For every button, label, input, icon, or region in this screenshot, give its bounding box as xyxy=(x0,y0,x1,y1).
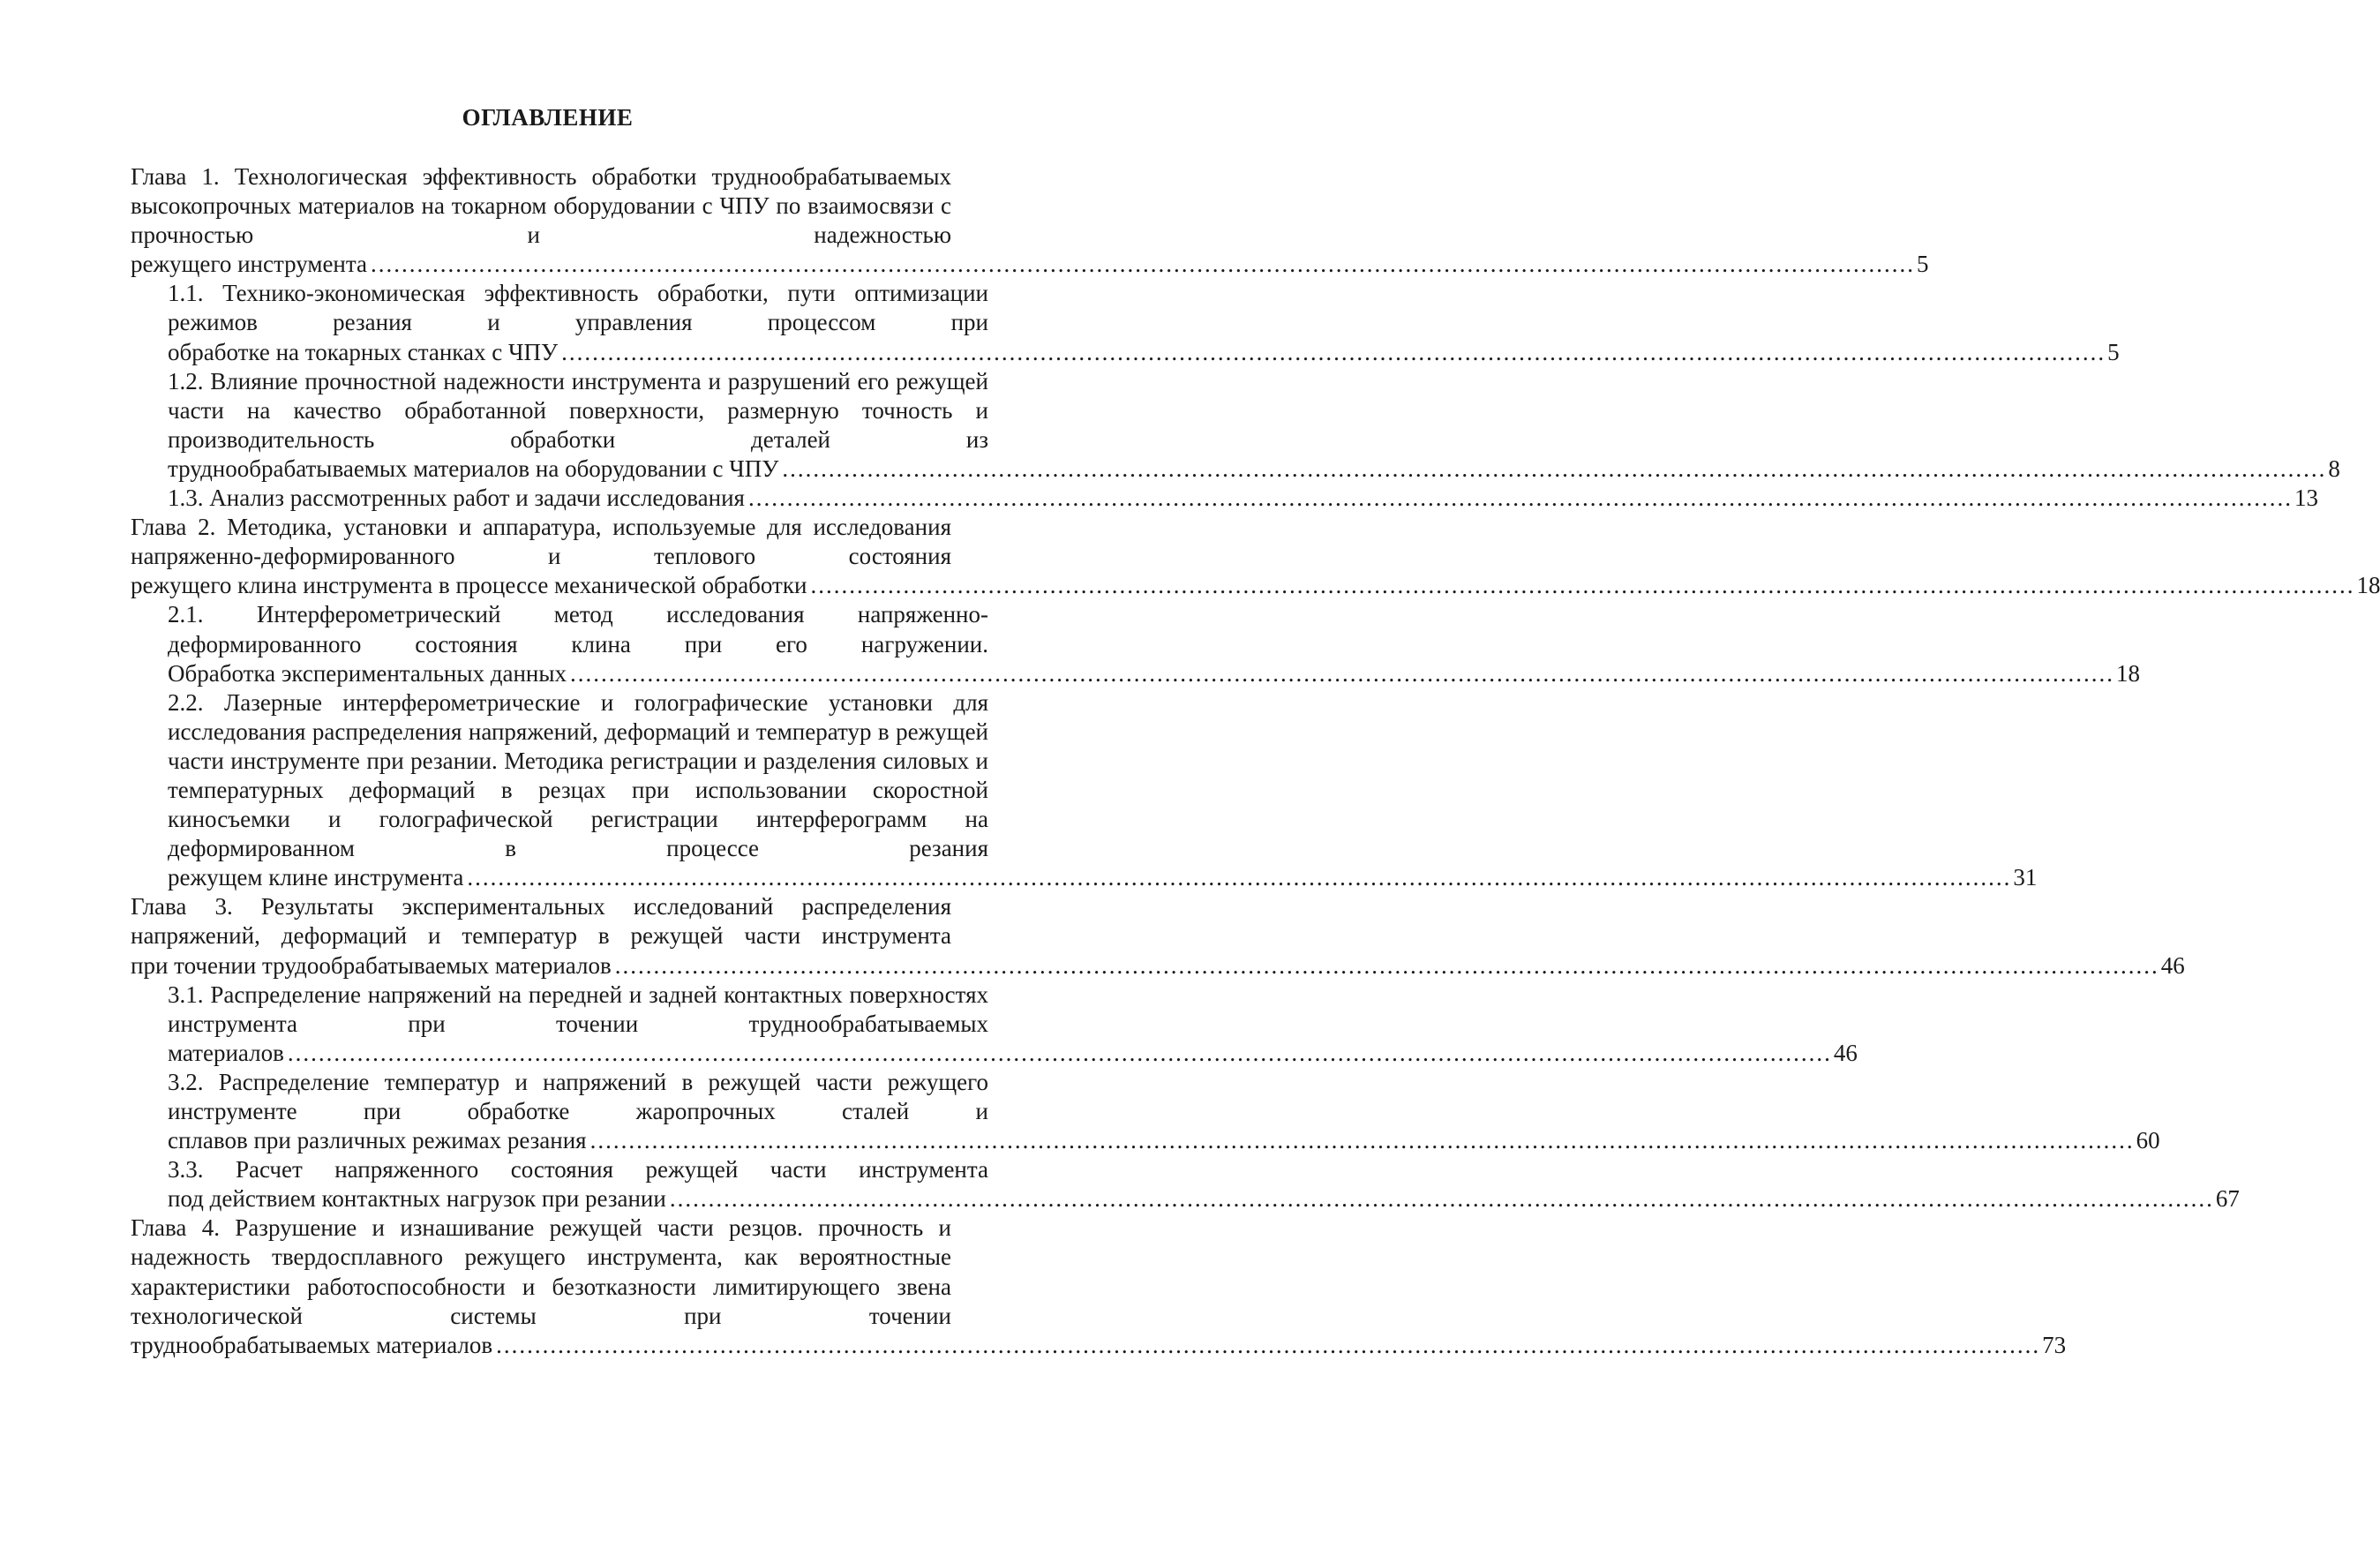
toc-entry-text: 3.2. Распределение температур и напряжений в режущей части режущего инструменте при обработке жаропрочных сталей и xyxy=(168,1068,988,1124)
toc-entry-last-line xyxy=(131,1331,2067,1360)
toc-entry-text-end: под действием контактных нагрузок при резании xyxy=(168,1185,666,1213)
dot-leader: ........................................................................................................................................................................................................ xyxy=(371,251,1915,278)
dot-leader: ........................................................................................................................................................................................................ xyxy=(810,572,2355,599)
toc-section-entry[interactable] xyxy=(131,367,2340,484)
toc-entry-last-line xyxy=(168,1126,2160,1155)
toc-chapter-entry[interactable] xyxy=(131,162,1929,279)
toc-entry-text: 1.1. Технико-экономическая эффективность обработки, пути оптимизации режимов резания и управления процессом при xyxy=(168,280,988,336)
toc-entry-text-end: при точении трудообрабатываемых материалов xyxy=(131,951,612,979)
toc-entry-text: Глава 2. Методика, установки и аппаратура, используемые для исследования напряженно-деформированного и теплового состояния xyxy=(131,514,951,570)
dot-leader: ........................................................................................................................................................................................................ xyxy=(614,951,2159,979)
toc-section-entry[interactable] xyxy=(131,279,2120,366)
toc-section-entry[interactable] xyxy=(131,484,2318,513)
toc-page-number: 46 xyxy=(2160,951,2185,979)
toc-section-entry[interactable] xyxy=(131,600,2140,688)
toc-entry-text-end: материалов xyxy=(168,1039,284,1066)
dot-leader: ........................................................................................................................................................................................................ xyxy=(589,1127,2135,1154)
toc-page-number: 13 xyxy=(2294,485,2318,512)
toc-entry-text: 1.2. Влияние прочностной надежности инструмента и разрушений его режущей части на качество обработанной поверхности, размерную точность и производительность обработки деталей из xyxy=(168,367,988,453)
toc-chapter-entry[interactable] xyxy=(131,513,2380,600)
toc-entry-text-end: труднообрабатываемых материалов xyxy=(131,1331,493,1358)
dot-leader: ........................................................................................................................................................................................................ xyxy=(669,1185,2214,1213)
toc-page-number: 5 xyxy=(1917,251,1929,278)
toc-entry-text-end: Обработка экспериментальных данных xyxy=(168,659,567,687)
toc-entry-text: 2.1. Интерферометрический метод исследования напряженно-деформированного состояния клина при его нагружении. xyxy=(168,601,988,658)
dot-leader: ........................................................................................................................................................................................................ xyxy=(467,864,2012,891)
dot-leader: ........................................................................................................................................................................................................ xyxy=(782,455,2327,482)
toc-entry-last-line xyxy=(168,659,2140,688)
toc-entry-text-end: обработке на токарных станках с ЧПУ xyxy=(168,338,559,365)
toc-entry-last-line xyxy=(131,951,2185,981)
toc-section-entry[interactable] xyxy=(131,1155,2240,1214)
dot-leader: ........................................................................................................................................................................................................ xyxy=(287,1039,1832,1066)
toc-entry-text: 3.3. Расчет напряженного состояния режущей части инструмента xyxy=(168,1156,988,1184)
toc-entry-text-end: режущего инструмента xyxy=(131,251,367,278)
toc-page-number: 46 xyxy=(1833,1039,1858,1066)
toc-section-entry[interactable] xyxy=(131,1068,2160,1155)
toc-page-number: 31 xyxy=(2013,864,2038,891)
toc-section-entry[interactable] xyxy=(131,981,1858,1068)
toc-entry-text: Глава 4. Разрушение и изнашивание режущей части резцов. прочность и надежность твердосплавного режущего инструмента, как вероятностные характеристики работоспособности и безотказности лимитирующего звена технологической системы при точении xyxy=(131,1214,951,1329)
toc-entry-last-line xyxy=(168,1039,1858,1068)
toc-entry-text-end: режущего клина инструмента в процессе механической обработки xyxy=(131,572,807,599)
toc-entry-text: Глава 1. Технологическая эффективность обработки труднообрабатываемых высокопрочных материалов на токарном оборудовании с ЧПУ по взаимосвязи с прочностью и надежностью xyxy=(131,163,951,249)
toc-page-number: 60 xyxy=(2136,1127,2160,1154)
toc-entry-last-line xyxy=(131,571,2380,600)
toc-section-entry[interactable] xyxy=(131,688,2038,893)
toc-chapter-entry[interactable] xyxy=(131,892,2185,980)
toc-entry-text: 2.2. Лазерные интерферометрические и голографические установки для исследования распределения напряжений, деформаций и температур в режущей части инструменте при резании. Методика регистрации и разделения силовых и температурных деформаций в резцах при использовании скоростной киносъемки и голографической регистрации интерферограмм на деформированном в процессе резания xyxy=(168,688,988,862)
table-of-contents xyxy=(131,162,2380,1360)
dot-leader: ........................................................................................................................................................................................................ xyxy=(747,485,2293,512)
toc-entry-last-line xyxy=(131,250,1929,279)
toc-entry-text: Глава 3. Результаты экспериментальных исследований распределения напряжений, деформаций и температур в режущей части инструмента xyxy=(131,893,951,950)
toc-page-number: 18 xyxy=(2356,572,2380,599)
toc-page-number: 5 xyxy=(2107,338,2120,365)
toc-title: ОГЛАВЛЕНИЕ xyxy=(462,104,634,131)
toc-entry-last-line xyxy=(168,1184,2240,1214)
toc-entry-text-end: 1.3. Анализ рассмотренных работ и задачи исследования xyxy=(168,485,745,512)
dot-leader: ........................................................................................................................................................................................................ xyxy=(496,1331,2041,1358)
toc-entry-last-line xyxy=(168,484,2318,513)
toc-page-number: 67 xyxy=(2215,1185,2240,1213)
toc-entry-last-line xyxy=(168,455,2340,484)
toc-entry-text-end: сплавов при различных режимах резания xyxy=(168,1127,587,1154)
toc-page-number: 73 xyxy=(2042,1331,2067,1358)
toc-entry-text-end: труднообрабатываемых материалов на оборудовании с ЧПУ xyxy=(168,455,779,482)
toc-chapter-entry[interactable] xyxy=(131,1214,2067,1359)
toc-page-number: 18 xyxy=(2116,659,2140,687)
toc-entry-last-line xyxy=(168,338,2120,367)
toc-page-number: 8 xyxy=(2328,455,2340,482)
toc-entry-text-end: режущем клине инструмента xyxy=(168,864,464,891)
toc-entry-last-line xyxy=(168,863,2038,892)
toc-entry-text: 3.1. Распределение напряжений на передней и задней контактных поверхностях инструмента при точении труднообрабатываемых xyxy=(168,981,988,1037)
dot-leader: ........................................................................................................................................................................................................ xyxy=(570,659,2114,687)
dot-leader: ........................................................................................................................................................................................................ xyxy=(561,338,2106,365)
